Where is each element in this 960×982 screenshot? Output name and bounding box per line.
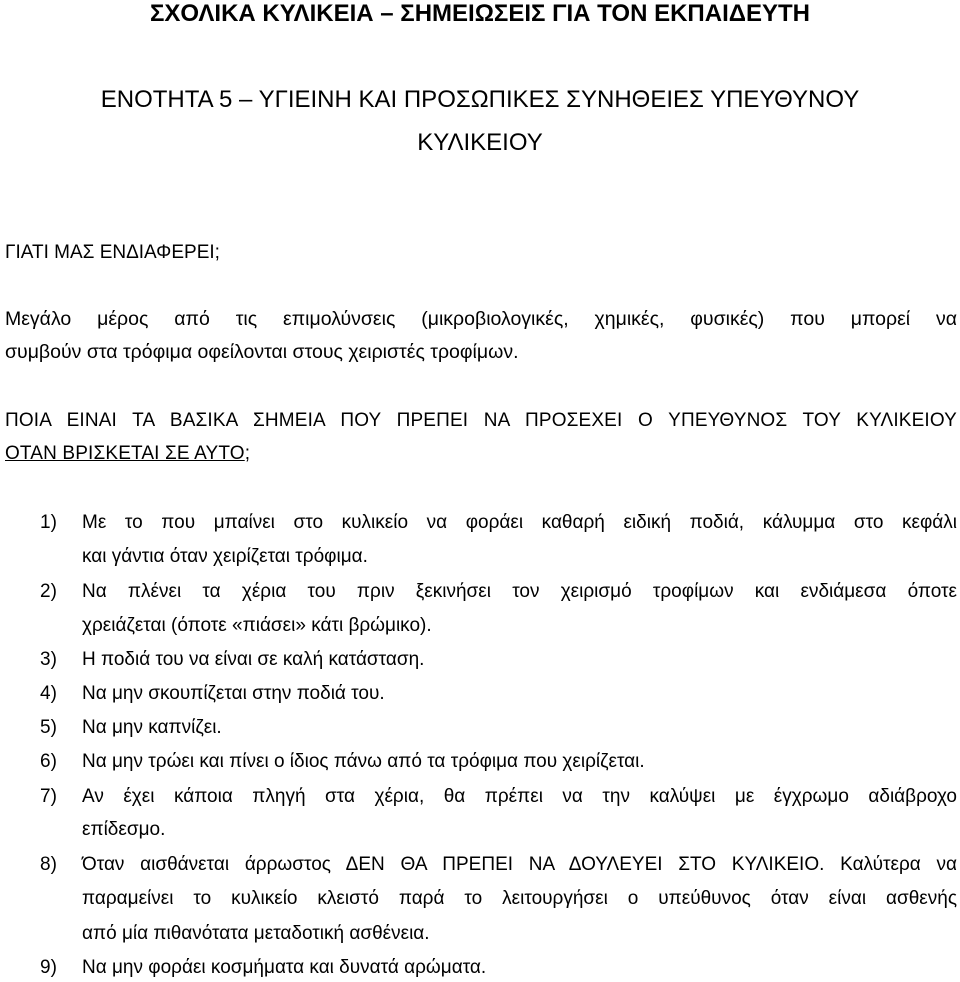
list-item-number: 5) <box>40 717 57 738</box>
list-item-text: Να μην σκουπίζεται στην ποδιά του. <box>82 683 385 704</box>
list-item-number: 4) <box>40 683 57 704</box>
section-title-line-2: ΚΥΛΙΚΕΙΟΥ <box>417 129 543 156</box>
question-underlined-text: ΟΤΑΝ ΒΡΙΣΚΕΤΑΙ ΣΕ ΑΥΤΟ <box>5 443 245 464</box>
document-title: ΣΧΟΛΙΚΑ ΚΥΛΙΚΕΙΑ – ΣΗΜΕΙΩΣΕΙΣ ΓΙΑ ΤΟΝ ΕΚΠΑΙΔΕΥΤΗ <box>149 0 810 27</box>
question-heading-line-1: ΠΟΙΑ ΕΙΝΑΙ ΤΑ ΒΑΣΙΚΑ ΣΗΜΕΙΑ ΠΟΥ ΠΡΕΠΕΙ ΝΑ ΠΡΟΣΕΧΕΙ Ο ΥΠΕΥΘΥΝΟΣ ΤΟΥ ΚΥΛΙΚΕΙΟΥ <box>5 410 957 431</box>
list-item-text: Να πλένει τα χέρια του πριν ξεκινήσει τον χειρισμό τροφίμων και ενδιάμεσα όποτε <box>82 581 957 602</box>
question-heading-line-2 <box>5 442 957 466</box>
question-mark: ; <box>244 443 251 464</box>
list-item-text: Να μην τρώει και πίνει ο ίδιος πάνω από τα τρόφιμα που χειρίζεται. <box>82 751 645 772</box>
intro-paragraph-line-1: Μεγάλο μέρος από τις επιμολύνσεις (μικροβιολογικές, χημικές, φυσικές) που μπορεί να <box>5 308 957 330</box>
list-item-text: Αν έχει κάποια πληγή στα χέρια, θα πρέπει να την καλύψει με έγχρωμο αδιάβροχο <box>82 786 957 807</box>
list-item-number: 7) <box>40 786 57 807</box>
section-title-line-1: ΕΝΟΤΗΤΑ 5 – ΥΓΙΕΙΝΗ ΚΑΙ ΠΡΟΣΩΠΙΚΕΣ ΣΥΝΗΘΕΙΕΣ ΥΠΕΥΘΥΝΟΥ <box>100 86 860 113</box>
list-item-number: 3) <box>40 649 57 670</box>
list-item-text: Με το που μπαίνει στο κυλικείο να φοράει καθαρή ειδική ποδιά, κάλυμμα στο κεφάλι <box>82 512 957 533</box>
list-item-text: Η ποδιά του να είναι σε καλή κατάσταση. <box>82 649 425 670</box>
list-item-number: 1) <box>40 512 57 533</box>
list-item-text: χρειάζεται (όποτε «πιάσει» κάτι βρώμικο). <box>82 615 432 636</box>
list-item-number: 9) <box>40 957 57 978</box>
list-item-text: από μία πιθανότατα μεταδοτική ασθένεια. <box>82 923 430 944</box>
list-item-number: 2) <box>40 581 57 602</box>
list-item-text: παραμείνει το κυλικείο κλειστό παρά το λειτουργήσει ο υπεύθυνος όταν είναι ασθενής <box>82 888 957 909</box>
list-item-number: 6) <box>40 751 57 772</box>
intro-paragraph-line-2: συμβούν στα τρόφιμα οφείλονται στους χειριστές τροφίμων. <box>5 341 519 363</box>
list-item-number: 8) <box>40 854 57 875</box>
list-item-text: Όταν αισθάνεται άρρωστος ΔΕΝ ΘΑ ΠΡΕΠΕΙ ΝΑ ΔΟΥΛΕΥΕΙ ΣΤΟ ΚΥΛΙΚΕΙΟ. Καλύτερα να <box>82 854 957 875</box>
list-item-text: επίδεσμο. <box>82 819 166 840</box>
list-item-text: Να μην καπνίζει. <box>82 717 222 738</box>
list-item-text: και γάντια όταν χειρίζεται τρόφιμα. <box>82 546 368 567</box>
list-item-text: Να μην φοράει κοσμήματα και δυνατά αρώματα. <box>82 957 487 978</box>
why-heading: ΓΙΑΤΙ ΜΑΣ ΕΝΔΙΑΦΕΡΕΙ; <box>5 242 220 263</box>
